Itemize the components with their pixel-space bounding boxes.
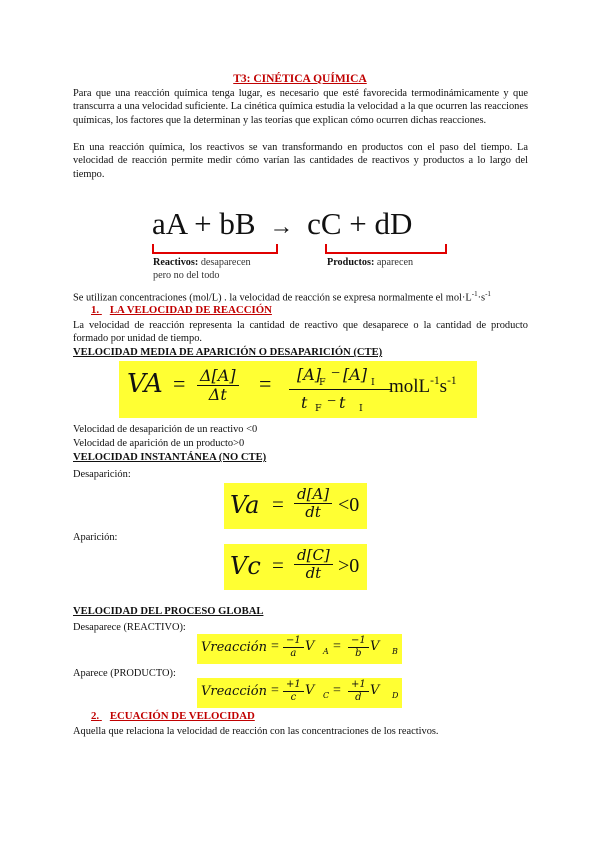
- va-lhs: Va: [230, 491, 260, 519]
- va-denominator: dt: [305, 503, 321, 522]
- media-note-1: Velocidad de desaparición de un reactivo <0: [73, 424, 258, 435]
- media-units-s: s: [439, 376, 448, 397]
- global-heading: VELOCIDAD DEL PROCESO GLOBAL: [73, 606, 264, 617]
- media-den-sub-i: I: [359, 403, 363, 414]
- media-num-sub-f: F: [319, 377, 326, 388]
- units-line-text: Se utilizan concentraciones (mol/L) . la velocidad de reacción se expresa normalmente el mol·L: [73, 292, 472, 304]
- media-den-t-initial: t: [339, 393, 346, 412]
- global-product-v-d: V: [370, 683, 380, 698]
- global-reactant-sub-b: B: [392, 647, 398, 656]
- media-units-exp-1: -1: [430, 375, 440, 387]
- section-1-title: LA VELOCIDAD DE REACCIÓN: [109, 304, 272, 316]
- vc-formula-box: [224, 544, 367, 590]
- global-reactant-num-a: −1: [283, 635, 304, 648]
- media-delta-fraction: [197, 367, 239, 405]
- section-1-text: La velocidad de reacción representa la cantidad de reactivo que desaparece o la cantidad de producto formado por unidad de tiempo.: [73, 320, 528, 345]
- section-1-heading: [91, 304, 272, 316]
- aparicion-label: Aparición:: [73, 532, 118, 543]
- reaction-reactants: aA + bB: [152, 206, 256, 241]
- global-reactant-den-b: b: [355, 647, 362, 659]
- section-2-text: Aquella que relaciona la velocidad de reacción con las concentraciones de los reactivos.: [73, 726, 439, 737]
- global-reactant-box: [197, 634, 402, 664]
- reaction-products: cC + dD: [307, 206, 413, 241]
- section-1-number: 1.: [91, 304, 100, 316]
- products-label-text: aparecen: [376, 257, 414, 268]
- vc-fraction: [294, 547, 333, 583]
- reaction-arrow: →: [269, 214, 294, 240]
- vc-denominator: dt: [305, 564, 322, 583]
- products-label-title: Productos:: [327, 257, 375, 268]
- vc-eq: =: [272, 553, 284, 577]
- products-bracket: [325, 244, 447, 254]
- global-reactant-fraction-a: [283, 635, 304, 659]
- units-line: [73, 288, 491, 304]
- global-product-box: [197, 678, 402, 708]
- media-delta-numerator: Δ[A]: [197, 367, 239, 386]
- media-delta-denominator: Δt: [208, 385, 227, 405]
- reactants-bracket: [152, 244, 278, 254]
- reactants-label-title: Reactivos:: [153, 257, 199, 268]
- global-product-num-d: +1: [348, 679, 369, 692]
- media-units-exp-2: -1: [447, 375, 457, 387]
- media-den-sub-f: F: [315, 403, 322, 414]
- media-eq-2: =: [259, 371, 272, 396]
- global-product-fraction-c: [283, 679, 304, 703]
- desaparicion-label: Desaparición:: [73, 469, 131, 480]
- media-heading: VELOCIDAD MEDIA DE APARICIÓN O DESAPARICIÓN (CTE): [73, 347, 383, 358]
- section-2-title: ECUACIÓN DE VELOCIDAD: [109, 710, 255, 722]
- units-exp-1: -1: [471, 290, 478, 298]
- reaction-equation: [152, 206, 412, 242]
- global-reactant-eq-2: =: [333, 639, 341, 654]
- global-product-eq-2: =: [333, 683, 341, 698]
- global-product-fraction-d: [348, 679, 369, 703]
- va-relation: <0: [338, 494, 360, 516]
- global-product-den-c: c: [290, 691, 297, 703]
- media-lhs: VA: [127, 369, 163, 399]
- intro-paragraph-1: Para que una reacción química tenga lugar, es necesario que esté favorecida termodinámicamente y que transcurra a una velocidad suficiente. La cinética química estudia la velocidad a la que ocurren las reacciones químicas, los factores que la determinan y las teorías que explican cómo ocurren dichas reacciones.: [73, 88, 528, 126]
- reactants-label: [153, 257, 251, 269]
- section-2-number: 2.: [91, 710, 100, 722]
- media-num-a-initial: [A]: [343, 365, 368, 384]
- instantanea-heading: VELOCIDAD INSTANTÁNEA (NO CTE): [73, 452, 267, 463]
- vc-numerator: d[C]: [294, 547, 333, 565]
- global-reactant-v-a: V: [305, 639, 315, 654]
- section-2-heading: [91, 710, 255, 722]
- global-product-v-c: V: [305, 683, 315, 698]
- media-num-a-final: [A]: [297, 365, 322, 384]
- reactants-label-note: pero no del todo: [153, 270, 220, 281]
- global-product-sub-c: C: [323, 691, 330, 700]
- media-num-minus: −: [331, 365, 341, 382]
- global-reactant-fraction-b: [348, 635, 369, 659]
- media-formula-box: [119, 361, 477, 418]
- global-product-num-c: +1: [283, 679, 304, 692]
- media-num-sub-i: I: [371, 377, 375, 388]
- media-den-t-final: t: [301, 393, 308, 412]
- global-product-sub-d: D: [392, 691, 399, 700]
- global-product-vreaccion: Vreacción: [201, 684, 267, 699]
- products-label: [327, 257, 413, 269]
- global-product-den-d: d: [355, 691, 362, 703]
- global-reactant-v-b: V: [370, 639, 380, 654]
- units-exp-2: -1: [485, 290, 491, 298]
- units-mid: ·s: [477, 292, 486, 304]
- global-reactant-sub-a: A: [323, 647, 329, 656]
- global-product-eq-1: =: [271, 683, 279, 698]
- global-reactant-num-b: −1: [348, 635, 369, 648]
- vc-lhs: Vc: [230, 552, 261, 580]
- reactants-label-text: desaparecen: [200, 257, 251, 268]
- media-units: [389, 375, 457, 398]
- document-title: T3: CINÉTICA QUÍMICA: [233, 73, 367, 85]
- va-numerator: d[A]: [294, 486, 332, 504]
- global-reactant-den-a: a: [290, 647, 297, 659]
- desaparece-label: Desaparece (REACTIVO):: [73, 622, 186, 633]
- media-units-mol: molL: [389, 376, 431, 397]
- global-reactant-vreaccion: Vreacción: [201, 640, 267, 655]
- media-eq-1: =: [173, 371, 186, 396]
- va-eq: =: [272, 492, 284, 516]
- global-reactant-eq-1: =: [271, 639, 279, 654]
- intro-paragraph-2: En una reacción química, los reactivos se van transformando en productos con el paso del tiempo. La velocidad de reacción permite medir cómo varían las cantidades de reactivos y productos a lo largo del tiempo.: [73, 142, 528, 180]
- aparece-label: Aparece (PRODUCTO):: [73, 668, 176, 679]
- va-fraction: [294, 486, 332, 522]
- media-numerator: [289, 363, 391, 390]
- media-den-minus: −: [327, 393, 337, 410]
- media-note-2: Velocidad de aparición de un producto>0: [73, 438, 245, 449]
- vc-relation: >0: [338, 555, 360, 577]
- media-denominator: [289, 391, 391, 415]
- va-formula-box: [224, 483, 367, 529]
